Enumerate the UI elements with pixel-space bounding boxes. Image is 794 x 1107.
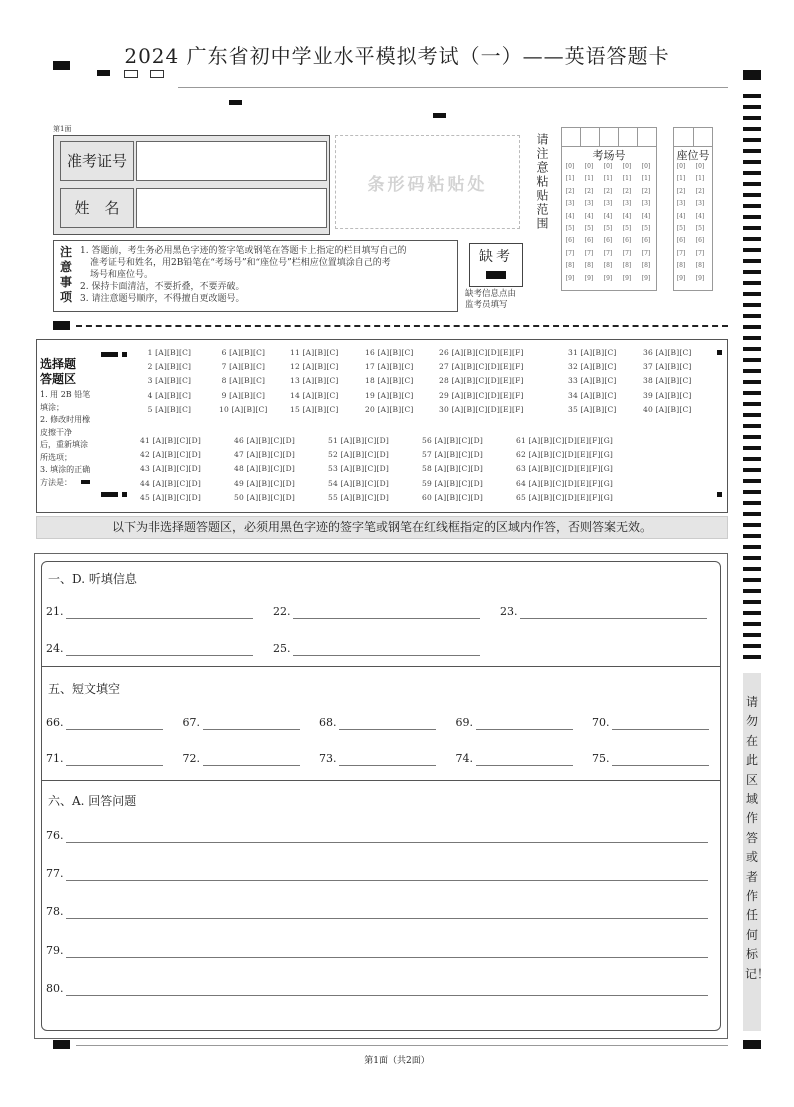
timing-mark — [229, 100, 242, 105]
question-number: 75. — [592, 752, 610, 765]
question-number: 68. — [319, 716, 337, 729]
dashed-divider — [76, 325, 728, 327]
digit-bubble[interactable]: [5] — [565, 225, 575, 232]
timing-mark — [743, 193, 761, 197]
answer-line[interactable] — [476, 765, 573, 766]
timing-mark — [743, 1040, 761, 1049]
absent-box — [469, 243, 523, 287]
timing-mark — [53, 1040, 70, 1049]
digit-bubble[interactable]: [9] — [622, 274, 632, 282]
mc-instruction-line: 2. 修改时用橡 — [40, 415, 91, 424]
answer-line[interactable] — [203, 765, 300, 766]
exam-room-grid — [561, 127, 657, 291]
mc-question[interactable]: 1 [A][B][C] — [145, 348, 192, 357]
timing-mark — [743, 94, 761, 98]
timing-mark — [743, 182, 761, 186]
digit-bubble[interactable]: [8] — [565, 262, 575, 270]
answer-line[interactable] — [203, 729, 300, 730]
notice-line: 3. 请注意题号顺序，不得擅自更改题号。 — [80, 294, 245, 304]
section-cloze — [42, 666, 720, 781]
side-warning-text: 请勿在此区域作答或者作任何标记！ — [745, 695, 770, 981]
timing-mark — [743, 589, 761, 593]
timing-mark — [743, 347, 761, 351]
notice-line: 准考证号和姓名，用2B铅笔在“考场号”和“座位号”栏相应位置填涂自己的考 — [90, 258, 391, 268]
question-number: 72. — [182, 752, 200, 765]
example-fill-mark — [81, 480, 90, 484]
answer-line[interactable] — [66, 880, 708, 881]
answer-line[interactable] — [66, 995, 708, 996]
answer-area — [41, 561, 721, 1031]
mc-question[interactable]: 8 [A][B][C] — [219, 376, 266, 386]
page-side-label: 第1面 — [53, 125, 72, 133]
mc-question[interactable]: 64 [A][B][C][D][E][F][G] — [516, 478, 614, 488]
mc-question[interactable]: 31 [A][B][C] — [568, 348, 617, 357]
timing-mark — [743, 545, 761, 549]
timing-mark — [743, 644, 761, 648]
mc-question[interactable]: 10 [A][B][C] — [219, 404, 268, 414]
timing-mark — [743, 303, 761, 307]
digit-bubble[interactable]: [7] — [676, 249, 686, 257]
question-number: 25. — [273, 642, 291, 655]
notice-line: 2. 保持卡面清洁，不要折叠，不要弄破。 — [80, 282, 245, 292]
mc-question[interactable]: 20 [A][B][C] — [365, 404, 414, 414]
mc-question[interactable]: 14 [A][B][C] — [290, 390, 339, 400]
digit-bubble[interactable]: [3] — [603, 200, 613, 208]
timing-mark — [433, 113, 446, 118]
digit-bubble[interactable]: [5] — [695, 225, 705, 232]
digit-bubble[interactable]: [7] — [641, 249, 651, 257]
timing-mark — [743, 237, 761, 241]
non-mc-banner: 以下为非选择题答题区，必须用黑色字迹的签字笔或钢笔在红线框指定的区域内作答，否则答案无效。 — [36, 516, 728, 539]
answer-line[interactable] — [520, 618, 707, 619]
answer-line[interactable] — [66, 918, 708, 919]
mc-question[interactable]: 30 [A][B][C][D][E][F] — [439, 404, 524, 414]
digit-bubble[interactable]: [3] — [641, 200, 651, 208]
digit-bubble[interactable]: [5] — [676, 225, 686, 232]
timing-mark — [53, 321, 70, 330]
digit-bubble[interactable]: [1] — [622, 175, 632, 183]
mc-question[interactable]: 48 [A][B][C][D] — [234, 464, 296, 474]
mc-title: 选择题 答题区 — [40, 357, 77, 386]
question-number: 74. — [455, 752, 473, 765]
timing-mark — [743, 160, 761, 164]
digit-bubble[interactable]: [2] — [695, 187, 705, 195]
timing-mark — [717, 492, 722, 497]
mc-question[interactable]: 63 [A][B][C][D][E][F][G] — [516, 464, 614, 474]
mc-question[interactable]: 41 [A][B][C][D] — [140, 436, 202, 445]
absent-note: 缺考信息点由 监考员填写 — [465, 289, 517, 310]
digit-bubble[interactable]: [1] — [565, 175, 575, 183]
answer-line[interactable] — [612, 765, 709, 766]
digit-bubble[interactable]: [4] — [584, 212, 594, 220]
answer-line[interactable] — [293, 655, 480, 656]
digit-bubble[interactable]: [1] — [641, 175, 651, 183]
digit-bubble[interactable]: [3] — [622, 200, 632, 208]
notice-box — [53, 240, 458, 312]
question-number: 66. — [46, 716, 64, 729]
section-questions — [42, 780, 720, 1030]
timing-mark — [743, 501, 761, 505]
question-number: 71. — [46, 752, 64, 765]
mc-instruction-line: 后，重新填涂 — [40, 440, 88, 449]
timing-box — [124, 70, 138, 78]
timing-mark — [743, 358, 761, 362]
timing-mark — [743, 171, 761, 175]
mc-question[interactable]: 32 [A][B][C] — [568, 362, 617, 372]
digit-bubble[interactable]: [4] — [641, 212, 651, 220]
timing-mark — [743, 413, 761, 417]
answer-line[interactable] — [476, 729, 573, 730]
timing-mark — [743, 314, 761, 318]
timing-mark — [743, 611, 761, 615]
question-number: 78. — [46, 905, 64, 919]
mc-instruction-line: 填涂； — [40, 402, 64, 412]
answer-line[interactable] — [293, 618, 480, 619]
timing-mark — [743, 446, 761, 450]
exam-number-label: 准考证号 — [60, 141, 134, 181]
question-number: 21. — [46, 605, 64, 618]
timing-mark — [743, 215, 761, 219]
digit-bubble[interactable]: [0] — [565, 163, 575, 170]
answer-line[interactable] — [66, 765, 163, 766]
mc-instruction-line: 所选项； — [40, 452, 72, 462]
mc-question[interactable]: 39 [A][B][C] — [643, 390, 692, 400]
question-number: 23. — [500, 605, 518, 618]
question-number: 77. — [46, 867, 64, 881]
mc-instruction-line: 皮擦干净 — [40, 427, 72, 437]
mc-question[interactable]: 37 [A][B][C] — [643, 362, 692, 372]
mc-question[interactable]: 3 [A][B][C] — [145, 376, 192, 386]
digit-bubble[interactable]: [7] — [695, 249, 705, 257]
mc-question[interactable]: 55 [A][B][C][D] — [328, 492, 390, 502]
timing-mark — [743, 204, 761, 208]
timing-mark — [743, 633, 761, 637]
notice-line: 场号和座位号。 — [90, 270, 154, 280]
timing-mark — [97, 70, 110, 76]
question-number: 69. — [455, 716, 473, 729]
mc-question[interactable]: 6 [A][B][C] — [219, 348, 266, 357]
digit-bubble[interactable]: [7] — [603, 249, 613, 257]
page-footer: 第1面（共2面） — [364, 1056, 430, 1066]
digit-bubble[interactable]: [9] — [565, 274, 575, 282]
section-title: 五、短文填空 — [48, 682, 121, 696]
timing-mark — [743, 567, 761, 571]
timing-mark — [743, 292, 761, 296]
mc-question[interactable]: 60 [A][B][C][D] — [422, 492, 484, 502]
timing-mark — [743, 149, 761, 153]
digit-bubble[interactable]: [6] — [676, 237, 686, 245]
question-number: 67. — [182, 716, 200, 729]
mc-question[interactable]: 61 [A][B][C][D][E][F][G] — [516, 436, 614, 445]
mc-question[interactable]: 49 [A][B][C][D] — [234, 478, 296, 488]
digit-bubble[interactable]: [8] — [622, 262, 632, 270]
mc-question[interactable]: 59 [A][B][C][D] — [422, 478, 484, 488]
mc-question[interactable]: 52 [A][B][C][D] — [328, 450, 390, 460]
timing-mark — [743, 127, 761, 131]
digit-bubble[interactable]: [2] — [676, 187, 686, 195]
digit-bubble[interactable]: [6] — [565, 237, 575, 245]
digit-bubble[interactable]: [9] — [695, 274, 705, 282]
timing-mark — [743, 523, 761, 527]
seat-grid — [673, 127, 713, 291]
digit-bubble[interactable]: [8] — [641, 262, 651, 270]
mc-instruction-line: 方法是： — [40, 477, 72, 487]
seat-label: 座位号 — [676, 149, 710, 162]
digit-bubble[interactable]: [7] — [622, 249, 632, 257]
mc-question[interactable]: 2 [A][B][C] — [145, 362, 192, 372]
digit-bubble[interactable]: [0] — [676, 163, 686, 170]
mc-question[interactable]: 27 [A][B][C][D][E][F] — [439, 362, 524, 372]
timing-mark — [743, 402, 761, 406]
mc-question[interactable]: 50 [A][B][C][D] — [234, 492, 296, 502]
digit-bubble[interactable]: [8] — [603, 262, 613, 270]
timing-mark — [101, 352, 118, 357]
timing-mark — [743, 622, 761, 626]
mc-question[interactable]: 47 [A][B][C][D] — [234, 450, 296, 460]
digit-bubble[interactable]: [1] — [695, 175, 705, 183]
digit-bubble[interactable]: [4] — [622, 212, 632, 220]
mc-question[interactable]: 62 [A][B][C][D][E][F][G] — [516, 450, 614, 460]
digit-bubble[interactable]: [0] — [603, 163, 613, 170]
digit-bubble[interactable]: [8] — [584, 262, 594, 270]
mc-question[interactable]: 19 [A][B][C] — [365, 390, 414, 400]
mc-question[interactable]: 56 [A][B][C][D] — [422, 436, 484, 445]
digit-bubble[interactable]: [4] — [603, 212, 613, 220]
mc-question[interactable]: 18 [A][B][C] — [365, 376, 414, 386]
digit-bubble[interactable]: [3] — [695, 200, 705, 208]
candidate-info-box — [53, 135, 330, 235]
exam-number-field[interactable] — [136, 141, 327, 181]
mc-question[interactable]: 45 [A][B][C][D] — [140, 492, 202, 502]
mc-question[interactable]: 29 [A][B][C][D][E][F] — [439, 390, 524, 400]
header-rule — [178, 87, 728, 88]
absent-label: 缺考 — [479, 249, 513, 265]
timing-mark — [743, 479, 761, 483]
digit-bubble[interactable]: [1] — [584, 175, 594, 183]
digit-bubble[interactable]: [2] — [622, 187, 632, 195]
mc-question[interactable]: 54 [A][B][C][D] — [328, 478, 390, 488]
question-number: 80. — [46, 981, 64, 995]
mc-question[interactable]: 58 [A][B][C][D] — [422, 464, 484, 474]
mc-question[interactable]: 11 [A][B][C] — [290, 348, 339, 357]
timing-mark — [743, 457, 761, 461]
question-number: 73. — [319, 752, 337, 765]
digit-bubble[interactable]: [1] — [603, 175, 613, 183]
mc-question[interactable]: 33 [A][B][C] — [568, 376, 617, 386]
timing-mark — [743, 105, 761, 109]
page-title: 2024 广东省初中学业水平模拟考试（一）——英语答题卡 — [124, 44, 670, 68]
timing-mark — [743, 512, 761, 516]
mc-question[interactable]: 4 [A][B][C] — [145, 390, 192, 400]
mc-question[interactable]: 17 [A][B][C] — [365, 362, 414, 372]
question-number: 76. — [46, 829, 64, 842]
answer-line[interactable] — [612, 729, 709, 730]
timing-mark — [122, 352, 127, 357]
timing-mark — [743, 226, 761, 230]
timing-mark — [743, 116, 761, 120]
digit-bubble[interactable]: [5] — [584, 225, 594, 232]
notice-line: 1. 答题前，考生务必用黑色字迹的签字笔或钢笔在答题卡上指定的栏目填写自己的 — [80, 246, 407, 256]
mc-question[interactable]: 57 [A][B][C][D] — [422, 450, 484, 460]
answer-line[interactable] — [339, 765, 436, 766]
answer-line[interactable] — [66, 729, 163, 730]
answer-area-frame — [34, 553, 728, 1039]
timing-mark — [743, 248, 761, 252]
mc-question[interactable]: 12 [A][B][C] — [290, 362, 339, 372]
mc-question[interactable]: 42 [A][B][C][D] — [140, 450, 202, 460]
timing-box — [150, 70, 164, 78]
mc-question[interactable]: 36 [A][B][C] — [643, 348, 692, 357]
timing-mark — [743, 556, 761, 560]
mc-question[interactable]: 16 [A][B][C] — [365, 348, 414, 357]
mc-instruction-line: 1. 用 2B 铅笔 — [40, 390, 91, 399]
timing-mark — [122, 492, 127, 497]
mc-question[interactable]: 15 [A][B][C] — [290, 404, 339, 414]
timing-mark — [743, 259, 761, 263]
digit-bubble[interactable]: [9] — [603, 274, 613, 282]
digit-bubble[interactable]: [8] — [676, 262, 686, 270]
digit-bubble[interactable]: [2] — [641, 187, 651, 195]
timing-mark — [743, 281, 761, 285]
digit-bubble[interactable]: [8] — [695, 262, 705, 270]
timing-mark — [743, 578, 761, 582]
mc-question[interactable]: 38 [A][B][C] — [643, 376, 692, 386]
mc-question[interactable]: 13 [A][B][C] — [290, 376, 339, 386]
mc-question[interactable]: 44 [A][B][C][D] — [140, 478, 202, 488]
mc-question[interactable]: 28 [A][B][C][D][E][F] — [439, 376, 524, 386]
mc-question[interactable]: 53 [A][B][C][D] — [328, 464, 390, 474]
digit-bubble[interactable]: [3] — [565, 200, 575, 208]
timing-mark — [743, 435, 761, 439]
right-timing-marks — [743, 70, 761, 665]
mc-question[interactable]: 9 [A][B][C] — [219, 390, 266, 400]
mc-question[interactable]: 40 [A][B][C] — [643, 404, 692, 414]
digit-bubble[interactable]: [4] — [676, 212, 686, 220]
footer-rule — [76, 1045, 728, 1046]
digit-bubble[interactable]: [3] — [584, 200, 594, 208]
timing-mark — [53, 61, 70, 70]
question-number: 22. — [273, 605, 291, 618]
digit-bubble[interactable]: [0] — [584, 163, 594, 170]
mc-instruction-line: 3. 填涂的正确 — [40, 465, 91, 474]
digit-bubble[interactable]: [6] — [603, 237, 613, 245]
digit-bubble[interactable]: [0] — [695, 163, 705, 170]
barcode-note: 请注意粘贴范围 — [535, 133, 549, 231]
digit-bubble[interactable]: [5] — [603, 225, 613, 232]
timing-mark — [743, 534, 761, 538]
timing-mark — [743, 655, 761, 659]
digit-bubble[interactable]: [6] — [695, 237, 705, 245]
digit-bubble[interactable]: [9] — [584, 274, 594, 282]
mc-question[interactable]: 46 [A][B][C][D] — [234, 436, 296, 445]
timing-mark — [743, 600, 761, 604]
barcode-area: 条形码粘贴处 — [335, 135, 520, 229]
mc-question[interactable]: 65 [A][B][C][D][E][F][G] — [516, 492, 614, 502]
digit-bubble[interactable]: [0] — [641, 163, 651, 170]
side-warning-band — [743, 673, 770, 1031]
mc-question[interactable]: 26 [A][B][C][D][E][F] — [439, 348, 524, 357]
timing-mark — [743, 336, 761, 340]
question-number: 79. — [46, 943, 64, 957]
mc-question[interactable]: 43 [A][B][C][D] — [140, 464, 202, 474]
digit-bubble[interactable]: [6] — [641, 237, 651, 245]
exam-room-label: 考场号 — [592, 149, 626, 162]
answer-line[interactable] — [66, 618, 253, 619]
question-number: 70. — [592, 716, 610, 729]
digit-bubble[interactable]: [5] — [641, 225, 651, 232]
timing-mark — [717, 350, 722, 355]
answer-line[interactable] — [339, 729, 436, 730]
timing-mark — [743, 325, 761, 329]
section-listening — [42, 562, 720, 667]
digit-bubble[interactable]: [7] — [565, 249, 575, 257]
timing-mark — [743, 138, 761, 142]
digit-bubble[interactable]: [3] — [676, 200, 686, 208]
timing-mark — [743, 490, 761, 494]
digit-bubble[interactable]: [2] — [603, 187, 613, 195]
digit-bubble[interactable]: [2] — [565, 187, 575, 195]
timing-mark — [743, 468, 761, 472]
digit-bubble[interactable]: [7] — [584, 249, 594, 257]
timing-mark — [743, 391, 761, 395]
section-title: 一、D. 听填信息 — [48, 572, 137, 586]
mc-question[interactable]: 34 [A][B][C] — [568, 390, 617, 400]
timing-mark — [743, 270, 761, 274]
section-title: 六、A. 回答问题 — [48, 794, 137, 808]
digit-bubble[interactable]: [4] — [565, 212, 575, 220]
mc-question[interactable]: 7 [A][B][C] — [219, 362, 266, 372]
digit-bubble[interactable]: [1] — [676, 175, 686, 183]
digit-bubble[interactable]: [9] — [676, 274, 686, 282]
timing-mark — [743, 380, 761, 384]
digit-bubble[interactable]: [6] — [584, 237, 594, 245]
digit-bubble[interactable]: [5] — [622, 225, 632, 232]
timing-mark — [101, 492, 118, 497]
timing-mark — [743, 424, 761, 428]
digit-bubble[interactable]: [9] — [641, 274, 651, 282]
multiple-choice-area — [36, 339, 728, 513]
mc-question[interactable]: 51 [A][B][C][D] — [328, 436, 390, 445]
timing-mark — [743, 369, 761, 373]
answer-line[interactable] — [66, 957, 708, 958]
question-number: 24. — [46, 642, 64, 655]
name-label: 姓 名 — [60, 188, 134, 228]
answer-line[interactable] — [66, 655, 253, 656]
digit-bubble[interactable]: [2] — [584, 187, 594, 195]
answer-line[interactable] — [66, 842, 708, 843]
digit-bubble[interactable]: [6] — [622, 237, 632, 245]
digit-bubble[interactable]: [0] — [622, 163, 632, 170]
absent-bubble[interactable] — [486, 271, 506, 279]
name-field[interactable] — [136, 188, 327, 228]
mc-question[interactable]: 5 [A][B][C] — [145, 404, 192, 414]
digit-bubble[interactable]: [4] — [695, 212, 705, 220]
mc-question[interactable]: 35 [A][B][C] — [568, 404, 617, 414]
notice-title: 注意事项 — [60, 245, 73, 304]
